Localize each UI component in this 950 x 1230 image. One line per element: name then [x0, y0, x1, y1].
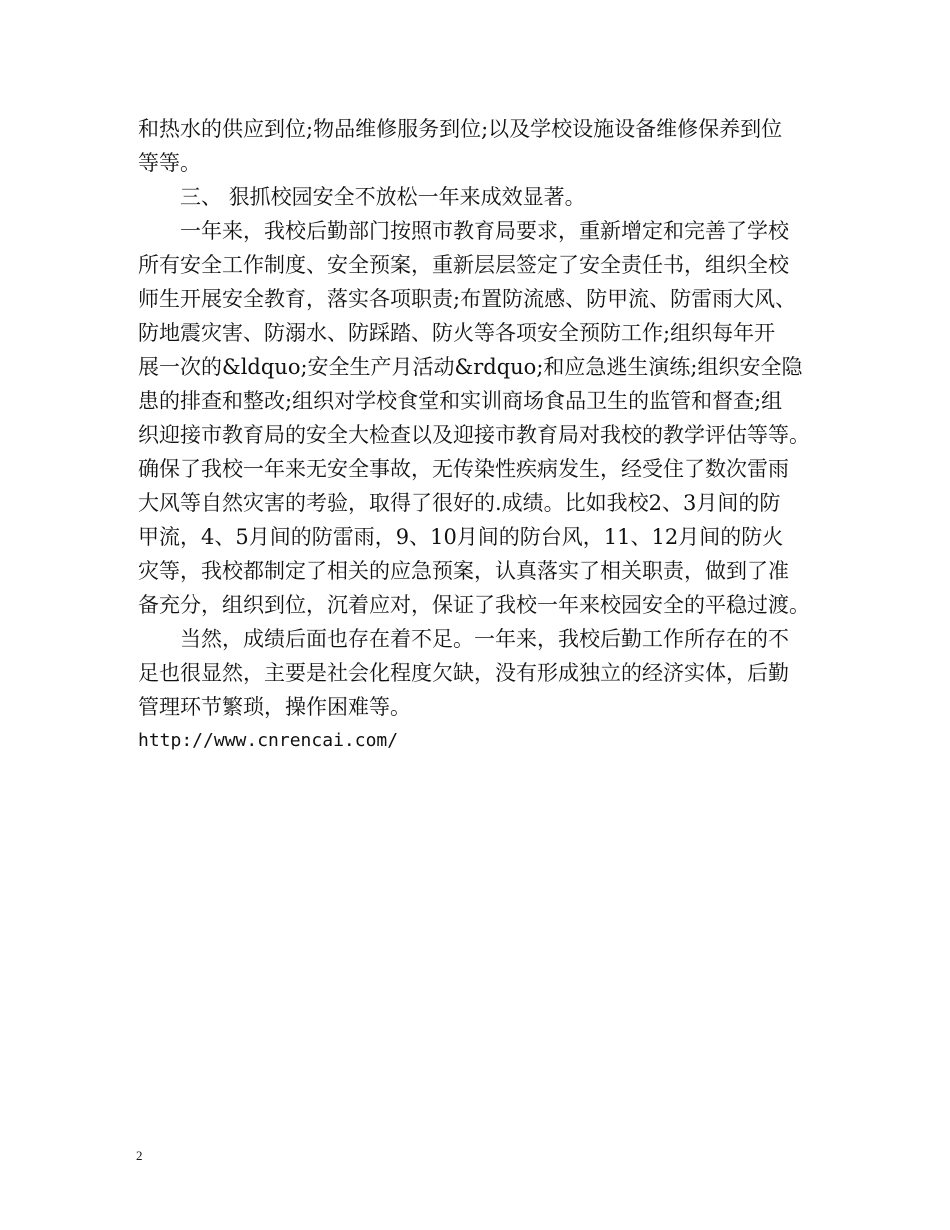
text-line: 等等。	[138, 151, 201, 175]
text-line: 灾等，我校都制定了相关的应急预案，认真落实了相关职责，做到了准	[138, 559, 789, 583]
paragraph-start: 一年来，我校后勤部门按照市教育局要求，重新增定和完善了学校	[180, 219, 789, 243]
text-line: 师生开展安全教育，落实各项职责;布置防流感、防甲流、防雷雨大风、	[138, 287, 797, 311]
text-line: 大风等自然灾害的考验，取得了很好的.成绩。比如我校2、3月间的防	[138, 491, 781, 515]
text-line: 防地震灾害、防溺水、防踩踏、防火等各项安全预防工作;组织每年开	[138, 321, 776, 345]
text-line: 所有安全工作制度、安全预案，重新层层签定了安全责任书，组织全校	[138, 253, 789, 277]
text-line: 确保了我校一年来无安全事故，无传染性疾病发生，经受住了数次雷雨	[138, 457, 789, 481]
text-line: 甲流，4、5月间的防雷雨，9、10月间的防台风，11、12月间的防火	[138, 525, 784, 549]
page-number: 2	[136, 1148, 143, 1163]
text-line: 展一次的&ldquo;安全生产月活动&rdquo;和应急逃生演练;组织安全隐	[138, 355, 803, 379]
text-line: 织迎接市教育局的安全大检查以及迎接市教育局对我校的教学评估等等。	[138, 423, 810, 447]
text-line: 备充分，组织到位，沉着应对，保证了我校一年来校园安全的平稳过渡。	[138, 593, 810, 617]
text-line: 足也很显然，主要是社会化程度欠缺，没有形成独立的经济实体，后勤	[138, 661, 789, 685]
section-heading: 三、 狠抓校园安全不放松一年来成效显著。	[180, 185, 586, 209]
source-url: http://www.cnrencai.com/	[138, 730, 399, 751]
text-line: 患的排查和整改;组织对学校食堂和实训商场食品卫生的监管和督查;组	[138, 389, 783, 413]
paragraph-start: 当然，成绩后面也存在着不足。一年来，我校后勤工作所存在的不	[180, 627, 789, 651]
document-body	[138, 112, 818, 758]
text-line: 管理环节繁琐，操作困难等。	[138, 695, 411, 719]
text-line: 和热水的供应到位;物品维修服务到位;以及学校设施设备维修保养到位	[138, 117, 783, 141]
